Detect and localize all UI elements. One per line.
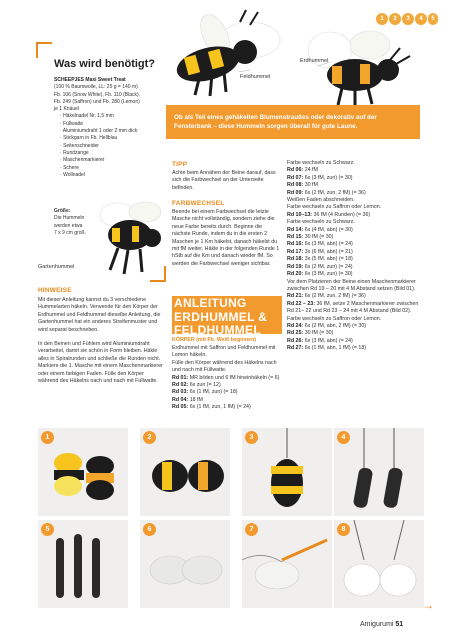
step-number: 1 [41, 431, 54, 444]
step-photo-5 [38, 520, 128, 608]
materials-item: · Aluminiumdraht 1 oder 2 mm dick [60, 128, 138, 135]
round-row: Rd 18: 3x (5 fM, abn) (= 18) [287, 256, 353, 263]
round-row: Rd 21: 6x (2 fM, zun, 2 fM) (= 36) [287, 293, 366, 300]
pill-5: 5 [428, 13, 438, 25]
caption-gartenhummel: Gartenhummel [38, 264, 75, 270]
step-photo-6 [140, 520, 230, 608]
materials-item: · Wollnadel [60, 171, 85, 178]
materials-line: Fb. 106 (Snow White), Fb. 110 (Black), [54, 91, 141, 98]
farbwechsel-text: Beende bei einem Farbwechsel die letzte Masche nicht vollständig, sondern ziehe die neue Farbe bereits durch. Beginne die nächste Runde, indem du in die ersten 2 Maschen je 1 Km häkelst, danach häkelst du mit fM weiter. Häkle in der folgenden Runde 1 hStb auf die Km und danach wieder fM. So werden die Farbwechsel weniger sichtbar. [172, 209, 280, 267]
feldhummel-bee-image [173, 10, 280, 96]
materials-brand: SCHEEPJES Maxi Sweet Treat [54, 77, 126, 83]
hinweise-paragraph: Mit dieser Anleitung kannst du 3 verschiedene Hummelarten häkeln. Verwende für den Körper der Erdhummel und Feldhummel dieselbe Anleitung, die Gartenhummel hat ein anderes Streifenmuster und wird separat beschrieben. [38, 297, 161, 333]
page-number: 51 [395, 621, 404, 628]
magazine-name: Amigurumi [360, 621, 394, 628]
hinweise-title: HINWEISE [38, 287, 72, 294]
pill-4: 4 [415, 13, 427, 25]
intro-text: Ob als Teil eines gehäkelten Blumenstraußes oder dekorativ auf der Fensterbank – diese Hummeln sorgen überall für gute Laune. [174, 114, 377, 130]
materials-item: · Stickgarn in Fb. Hellblau [60, 135, 118, 142]
materials-title: Was wird benötigt? [54, 58, 156, 70]
step-photo-7 [242, 520, 332, 608]
materials-item: · Häkelnadel Nr. 1,5 mm [60, 113, 114, 120]
round-row: Rd 06: 24 fM [287, 167, 318, 174]
round-row: Rd 14: 6x (4 fM, abn) (= 30) [287, 226, 353, 233]
hinweise-body [38, 297, 163, 385]
step-number: 6 [143, 523, 156, 536]
pill-2: 2 [389, 13, 401, 25]
round-row: Rd 02: 6x zun (= 12) [172, 382, 221, 389]
round-row: Rd 16: 6x (3 fM, abn) (= 24) [287, 241, 353, 248]
step-photo-4 [334, 428, 424, 516]
anleitung-heading: ANLEITUNG ERDHUMMEL & FELDHUMMEL [172, 296, 282, 334]
round-row: Rd 05: 6x (1 fM, zun, 1 fM) (= 24) [172, 404, 251, 411]
materials-item: · Füllwatte [60, 120, 84, 127]
right-column [287, 160, 419, 353]
round-row: Farbe wechseln zu Schwarz. [287, 160, 355, 166]
step-photo-8 [334, 520, 424, 608]
step-photo-3 [242, 428, 332, 516]
materials-line: Fb. 249 (Saffron) und Fb. 280 (Lemon) [54, 98, 140, 105]
round-row: Rd 26: 6x (3 fM, abn) (= 24) [287, 337, 353, 344]
tipp-title: TIPP [172, 161, 188, 168]
step-photo-2 [140, 428, 230, 516]
step-number: 4 [337, 431, 350, 444]
materials-line: je 1 Knäuel [54, 106, 80, 113]
gartenhummel-bee-image [100, 202, 161, 274]
hinweise-paragraph: In den Beinen und Fühlern wird Aluminiumdraht verarbeitet, damit sie schön in Form bleiben. Häkle alles in Spiralrunden und schließe die Runden nicht. Markiere die 1. Masche mit einem Maschenmarkierer oder einem farbigen Faden. Fülle den Körper während des Häkelns nach und nach mit Füllwatte. [38, 341, 163, 385]
caption-feldhummel: Feldhummel [240, 74, 271, 80]
round-row: Rd 19: 6x (2 fM, zun) (= 24) [287, 263, 353, 270]
round-row: Rd 27: 6x (1 fM, abn, 1 fM) (= 18) [287, 345, 367, 352]
round-row: Rd 22 – 23: 36 fM, setze 2 Maschenmarkierer zwischen Rd 21– 22 und Rd 23 – 24 mit 4 M Abstand (Bild 02). Farbe wechseln zu Saffron oder Lemon. [287, 300, 419, 322]
round-row: Vor dem Platzieren der Beine einen Maschenmarkierer zwischen Rd 19 – 20 mit 4 M Abstand setzen (Bild 01). [287, 278, 416, 292]
erdhummel-bee-image [308, 31, 410, 108]
round-row: Rd 15: 30 fM (= 30) [287, 234, 334, 241]
round-row: Rd 09: 6x (2 fM, zun, 2 fM) (= 36) [287, 189, 366, 196]
round-row: Rd 08: 30 fM [287, 182, 318, 189]
size-info: Größe: Die Hummeln werden etwa 7 x 9 cm groß. [54, 208, 86, 236]
round-row: Farbe wechseln zu Saffron oder Lemon. [287, 204, 382, 211]
round-row: Rd 04: 18 fM [172, 396, 203, 403]
materials-item: · Schere [60, 164, 79, 171]
round-row: Weißen Faden abschneiden. [287, 197, 355, 204]
round-row: Farbe wechseln zu Schwarz. [287, 219, 355, 226]
step-number: 7 [245, 523, 258, 536]
round-row: Rd 24: 6x (2 fM, abn, 2 fM) (= 30) [287, 322, 367, 329]
round-row: Rd 03: 6x (1 fM, zun) (= 18) [172, 389, 238, 396]
tipp-text: Achte beim Annähen der Beine darauf, dass sich die Farbwechsel an der Unterseite befinden. [172, 170, 276, 191]
step-number: 8 [337, 523, 350, 536]
step-number: 2 [143, 431, 156, 444]
materials-item: · Rundzange [60, 149, 89, 156]
farbwechsel-title: FARBWECHSEL [172, 200, 225, 207]
anleitung-body: Erdhummel mit Saffron und Feldhummel mit Lemon häkeln. Fülle den Körper während des Häkelns nach und nach mit Füllwatte. Rd 01: MR bilden und 6 fM hineinhäkeln (= 6) Rd 02: 6x zun (= 12) Rd 03: 6x (1 fM, zun) (= 18) Rd 04: 18 fM Rd 05: 6x (1 fM, zun, 1 fM) (= 24) [172, 345, 284, 412]
page-footer [360, 621, 403, 628]
round-row: Rd 20: 6x (3 fM, zun) (= 30) [287, 271, 353, 278]
materials-item: · Seitenschneider [60, 142, 99, 149]
next-page-arrow-icon: → [422, 598, 434, 612]
materials-item: · Maschenmarkierer [60, 157, 105, 164]
round-row: Rd 17: 3x (6 fM, abn) (= 21) [287, 248, 353, 255]
round-row: Rd 01: MR bilden und 6 fM hineinhäkeln (= 6) [172, 374, 280, 381]
step-number: 5 [41, 523, 54, 536]
pill-1: 1 [376, 13, 388, 25]
caption-erdhummel: Erdhummel [300, 58, 329, 64]
anleitung-subtitle: KÖRPER (mit Fb. Weiß beginnen) [172, 337, 257, 343]
size-label: Größe: [54, 208, 71, 214]
materials-line: (100 % Baumwolle, LL: 25 g = 140 m) [54, 84, 138, 91]
round-row: Rd 10–13: 36 fM (4 Runden) (= 36) [287, 211, 371, 218]
step-photo-1 [38, 428, 128, 516]
round-row: Rd 25: 30 fM (= 30) [287, 330, 334, 337]
pill-3: 3 [402, 13, 414, 25]
step-number: 3 [245, 431, 258, 444]
round-row: Rd 07: 6x (3 fM, zun) (= 30) [287, 174, 353, 181]
